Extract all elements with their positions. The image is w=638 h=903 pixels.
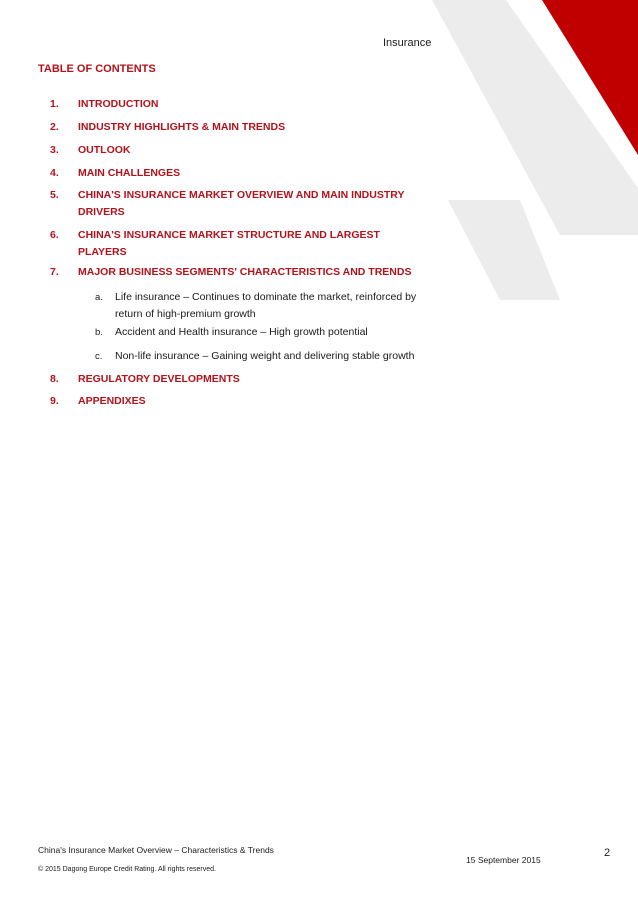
toc-item-regulatory[interactable] bbox=[50, 371, 430, 388]
red-corner-decoration bbox=[542, 0, 638, 155]
toc-item-number: 7. bbox=[50, 266, 59, 278]
toc-subitem-letter: a. bbox=[95, 292, 103, 303]
toc-heading: TABLE OF CONTENTS bbox=[38, 63, 156, 75]
toc-subitem-accident-health[interactable] bbox=[95, 324, 435, 341]
toc-item-business-segments[interactable] bbox=[50, 264, 440, 281]
toc-item-outlook[interactable] bbox=[50, 142, 430, 159]
toc-item-number: 4. bbox=[50, 167, 59, 179]
toc-item-number: 5. bbox=[50, 189, 59, 201]
footer-date: 15 September 2015 bbox=[466, 855, 541, 865]
toc-subitem-label: Non-life insurance – Gaining weight and delivering stable growth bbox=[115, 350, 415, 362]
toc-subitem-letter: b. bbox=[95, 327, 103, 338]
toc-item-label: REGULATORY DEVELOPMENTS bbox=[78, 373, 240, 385]
toc-item-label: MAJOR BUSINESS SEGMENTS' CHARACTERISTICS AND TRENDS bbox=[78, 266, 412, 278]
toc-item-label: CHINA'S INSURANCE MARKET STRUCTURE AND LARGEST PLAYERS bbox=[78, 229, 380, 258]
toc-item-label: INTRODUCTION bbox=[78, 98, 159, 110]
toc-item-appendixes[interactable] bbox=[50, 393, 430, 410]
grey-stripe-decoration bbox=[432, 0, 638, 235]
toc-item-label: APPENDIXES bbox=[78, 395, 146, 407]
grey-chevron-decoration bbox=[448, 200, 560, 300]
toc-item-label: MAIN CHALLENGES bbox=[78, 167, 181, 179]
toc-item-label: OUTLOOK bbox=[78, 144, 131, 156]
page-number: 2 bbox=[604, 847, 611, 859]
toc-subitem-letter: c. bbox=[95, 351, 103, 362]
toc-item-challenges[interactable] bbox=[50, 165, 430, 182]
toc-item-market-structure[interactable] bbox=[50, 227, 400, 261]
toc-item-label: CHINA'S INSURANCE MARKET OVERVIEW AND MAIN INDUSTRY DRIVERS bbox=[78, 189, 405, 218]
toc-item-highlights[interactable] bbox=[50, 119, 430, 136]
toc-subitem-label: Accident and Health insurance – High growth potential bbox=[115, 326, 368, 338]
header-title: Insurance bbox=[383, 37, 432, 49]
toc-item-number: 9. bbox=[50, 395, 59, 407]
footer-copyright: © 2015 Dagong Europe Credit Rating. All rights reserved. bbox=[38, 866, 216, 873]
toc-item-number: 8. bbox=[50, 373, 59, 385]
toc-subitem-life[interactable] bbox=[95, 289, 435, 323]
toc-item-number: 3. bbox=[50, 144, 59, 156]
toc-item-number: 1. bbox=[50, 98, 59, 110]
toc-subitem-non-life[interactable] bbox=[95, 348, 435, 365]
toc-item-label: INDUSTRY HIGHLIGHTS & MAIN TRENDS bbox=[78, 121, 286, 133]
toc-subitem-label: Life insurance – Continues to dominate the market, reinforced by return of high-premium growth bbox=[115, 291, 417, 320]
toc-item-introduction[interactable] bbox=[50, 96, 430, 113]
footer-report-title: China's Insurance Market Overview – Characteristics & Trends bbox=[38, 845, 274, 855]
toc-item-number: 2. bbox=[50, 121, 59, 133]
toc-item-number: 6. bbox=[50, 229, 59, 241]
toc-item-market-overview[interactable] bbox=[50, 187, 420, 221]
